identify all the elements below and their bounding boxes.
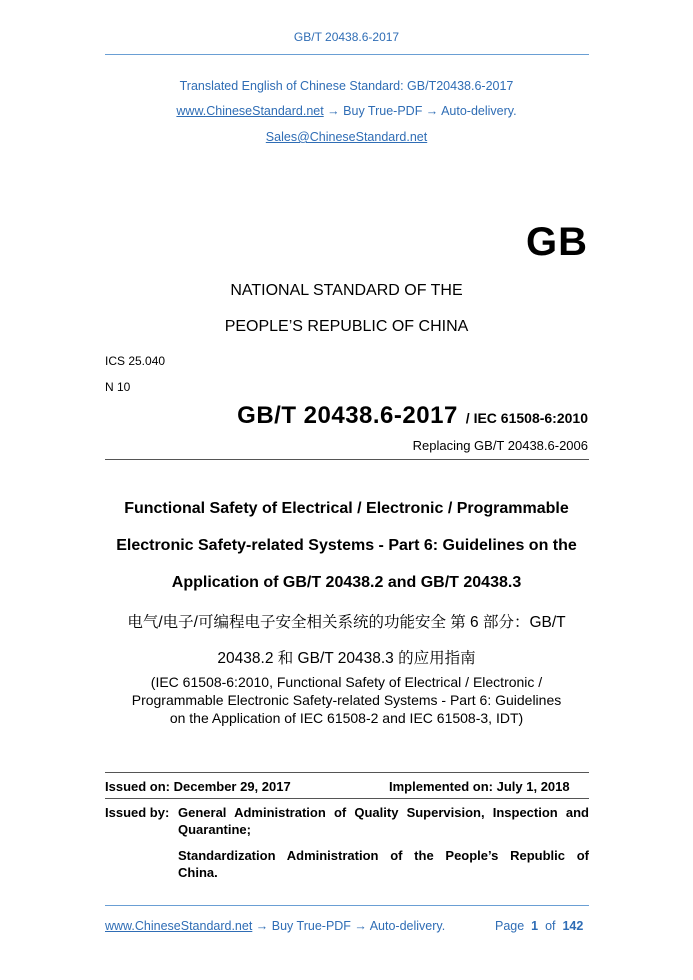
standard-code: GB/T 20438.6-2017: [237, 402, 458, 429]
page-label: Page: [495, 919, 525, 933]
page-total: 142: [562, 919, 584, 933]
issuer-1-line-2: Quarantine;: [178, 822, 251, 837]
title-zh-line-1: 电气/电子/可编程电子安全相关系统的功能安全 第 6 部分：GB/T: [127, 614, 566, 631]
translation-notice: Translated English of Chinese Standard: GB/T20438.6-2017: [179, 79, 514, 93]
issuer-2-line-2: China.: [178, 865, 218, 880]
sales-email-link[interactable]: Sales@ChineseStandard.net: [265, 130, 428, 144]
footer-site-link[interactable]: www.ChineseStandard.net: [105, 919, 253, 933]
buy-text: → Buy True-PDF → Auto-delivery.: [323, 104, 517, 118]
title-zh-line-2: 20438.2 和 GB/T 20438.3 的应用指南: [217, 650, 476, 667]
header-rule: [105, 54, 589, 55]
issued-on-date: Issued on: December 29, 2017: [105, 779, 291, 794]
iec-equivalent: / IEC 61508-6:2010: [465, 410, 588, 426]
footer-buy-text: → Buy True-PDF → Auto-delivery.: [252, 919, 446, 933]
dates-bottom-rule: [105, 798, 589, 799]
cover-rule: [105, 459, 589, 460]
issuer-1-line-1: General Administration of Quality Supervision, Inspection and: [178, 805, 589, 820]
gb-mark: GB: [526, 220, 588, 264]
site-link[interactable]: www.ChineseStandard.net: [176, 104, 324, 118]
replacing-note: Replacing GB/T 20438.6-2006: [412, 438, 588, 453]
implemented-on-date: Implemented on: July 1, 2018: [389, 779, 570, 794]
iec-title-line-2: Programmable Electronic Safety-related Systems - Part 6: Guidelines: [131, 692, 562, 708]
title-en-line-2: Electronic Safety-related Systems - Part 6: Guidelines on the: [116, 537, 577, 554]
sales-line: [0, 130, 693, 144]
national-standard-line-1: NATIONAL STANDARD OF THE: [230, 282, 463, 299]
dates-top-rule: [105, 772, 589, 773]
ccs-code: N 10: [105, 380, 131, 394]
running-header: GB/T 20438.6-2017: [293, 30, 400, 44]
buy-line: [0, 104, 693, 118]
title-en-line-3: Application of GB/T 20438.2 and GB/T 20438.3: [171, 574, 522, 591]
title-en-line-1: Functional Safety of Electrical / Electronic / Programmable: [124, 500, 569, 517]
page-number: 1: [531, 919, 539, 933]
page-indicator: [495, 919, 583, 933]
of-label: of: [545, 919, 556, 933]
iec-title-line-3: on the Application of IEC 61508-2 and IEC 61508-3, IDT): [169, 710, 524, 726]
footer-rule: [105, 905, 589, 906]
national-standard-line-2: PEOPLE’S REPUBLIC OF CHINA: [224, 318, 469, 335]
iec-title-line-1: (IEC 61508-6:2010, Functional Safety of Electrical / Electronic /: [150, 674, 543, 690]
footer-buy-line: [105, 919, 445, 933]
ics-code: ICS 25.040: [105, 354, 166, 368]
issued-by-label: Issued by:: [105, 805, 170, 820]
issuer-2-line-1: Standardization Administration of the People’s Republic of: [178, 848, 589, 863]
standard-code-row: [237, 402, 588, 430]
